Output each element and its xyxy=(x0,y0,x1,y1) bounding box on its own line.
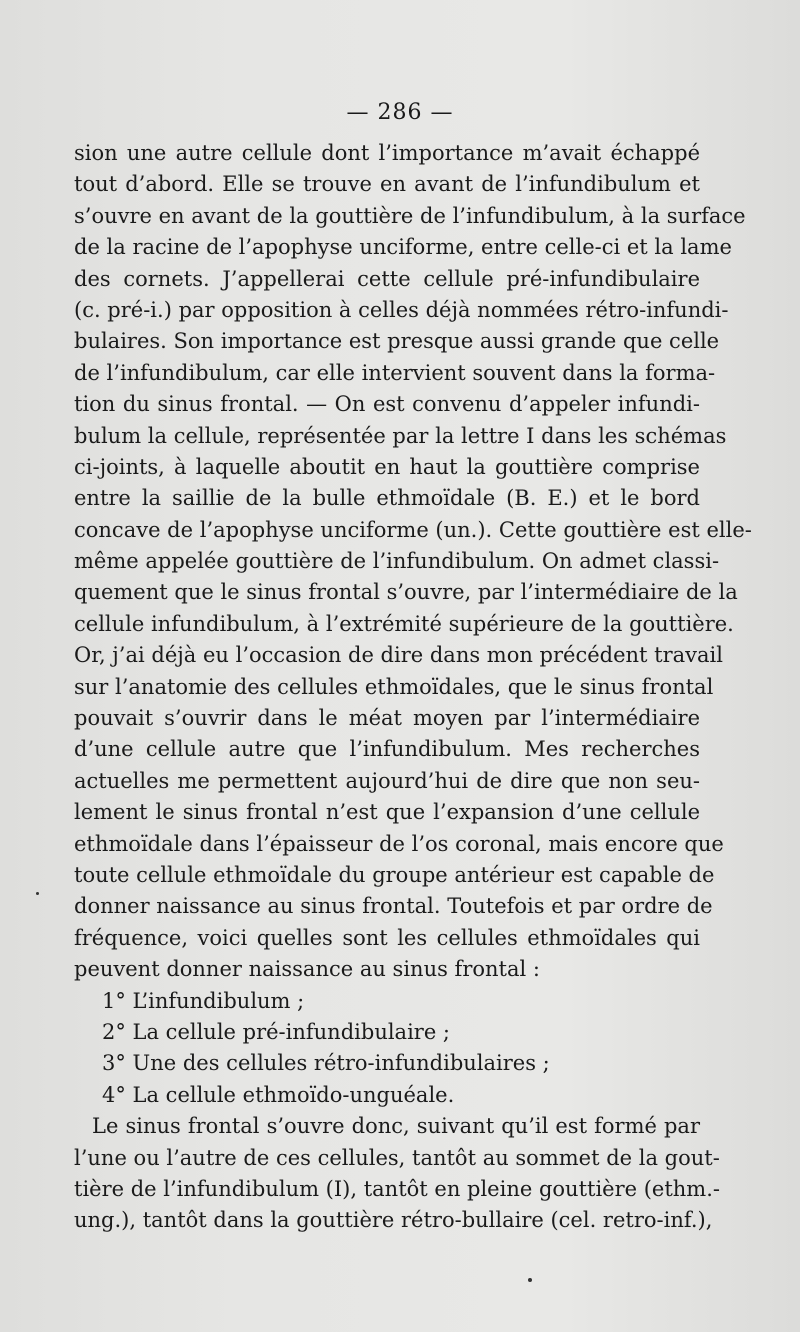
page-number: — 286 — xyxy=(346,100,454,125)
list-item: 3° Une des cellules rétro-infundibulaires ; xyxy=(102,1051,550,1076)
text-line: l’une ou l’autre de ces cellules, tantôt au sommet de la gout- xyxy=(74,1145,720,1170)
text-line: bulum la cellule, représentée par la lettre I dans les schémas xyxy=(74,423,727,448)
text-line: ethmoïdale dans l’épaisseur de l’os coronal, mais encore que xyxy=(74,831,724,856)
list-item: 2° La cellule pré-infundibulaire ; xyxy=(102,1019,451,1044)
text-line: quement que le sinus frontal s’ouvre, par l’intermédiaire de la xyxy=(74,580,738,605)
text-line: Le sinus frontal s’ouvre donc, suivant qu’il est formé par xyxy=(92,1114,700,1139)
text-line: actuelles me permettent aujourd’hui de dire que non seu- xyxy=(74,768,700,793)
ink-speck xyxy=(36,892,39,895)
text-line: s’ouvre en avant de la gouttière de l’infundibulum, à la surface xyxy=(74,203,746,228)
text-line: fréquence, voici quelles sont les cellules ethmoïdales qui xyxy=(74,925,700,950)
text-line: tion du sinus frontal. — On est convenu d’appeler infundi- xyxy=(74,392,700,417)
text-line: cellule infundibulum, à l’extrémité supérieure de la gouttière. xyxy=(74,611,734,636)
text-line: de l’infundibulum, car elle intervient souvent dans la forma- xyxy=(74,360,716,385)
text-line: sur l’anatomie des cellules ethmoïdales, que le sinus frontal xyxy=(74,674,714,699)
list-item: 4° La cellule ethmoïdo-unguéale. xyxy=(102,1082,455,1107)
text-line: pouvait s’ouvrir dans le méat moyen par l’intermédiaire xyxy=(74,706,700,731)
ink-speck xyxy=(528,1278,532,1282)
text-line: entre la saillie de la bulle ethmoïdale (B. E.) et le bord xyxy=(74,486,700,511)
text-line: (c. pré-i.) par opposition à celles déjà nommées rétro-infundi- xyxy=(74,297,729,322)
text-line: donner naissance au sinus frontal. Toutefois et par ordre de xyxy=(74,894,713,919)
text-line: même appelée gouttière de l’infundibulum. On admet classi- xyxy=(74,549,720,574)
text-line: peuvent donner naissance au sinus frontal : xyxy=(74,957,540,982)
text-line: des cornets. J’appellerai cette cellule pré-infundibulaire xyxy=(74,266,700,291)
paragraph xyxy=(74,138,752,986)
text-line: bulaires. Son importance est presque aussi grande que celle xyxy=(74,329,720,354)
text-line: tière de l’infundibulum (I), tantôt en pleine gouttière (ethm.- xyxy=(74,1176,720,1201)
text-line: d’une cellule autre que l’infundibulum. Mes recherches xyxy=(74,737,700,762)
text-line: Or, j’ai déjà eu l’occasion de dire dans mon précédent travail xyxy=(74,643,723,668)
text-line: lement le sinus frontal n’est que l’expansion d’une cellule xyxy=(74,800,700,825)
text-line: concave de l’apophyse unciforme (un.). Cette gouttière est elle- xyxy=(74,517,752,542)
body-text xyxy=(74,138,752,1237)
text-line: ci-joints, à laquelle aboutit en haut la gouttière comprise xyxy=(74,454,700,479)
text-line: toute cellule ethmoïdale du groupe antérieur est capable de xyxy=(74,862,715,887)
text-line: de la racine de l’apophyse unciforme, entre celle-ci et la lame xyxy=(74,235,732,260)
list-item: 1° L’infundibulum ; xyxy=(102,988,305,1013)
text-line: sion une autre cellule dont l’importance m’avait échappé xyxy=(74,141,700,165)
text-line: ung.), tantôt dans la gouttière rétro-bullaire (cel. retro-inf.), xyxy=(74,1208,713,1233)
text-line: tout d’abord. Elle se trouve en avant de l’infundibulum et xyxy=(74,172,700,197)
paragraph xyxy=(74,1111,720,1237)
frequency-list xyxy=(74,986,700,1112)
